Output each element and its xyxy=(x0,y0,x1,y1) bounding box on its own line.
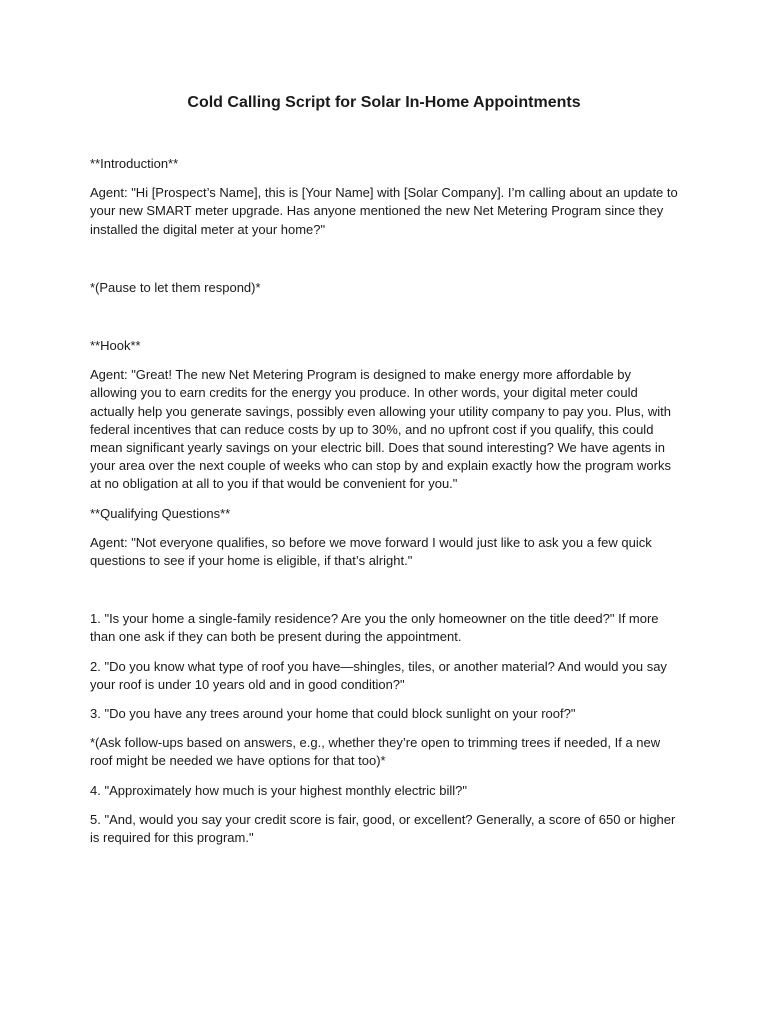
question-5: 5. "And, would you say your credit score is fair, good, or excellent? Generally, a score of 650 or higher is required for this program." xyxy=(90,811,676,846)
hook-heading: **Hook** xyxy=(90,338,141,354)
qualifying-agent-line: Agent: "Not everyone qualifies, so before we move forward I would just like to ask you a few quick questions to see if your home is eligible, if that’s alright." xyxy=(90,534,652,569)
followup-note: *(Ask follow-ups based on answers, e.g., whether they’re open to trimming trees if needed, If a new roof might be needed we have options for that too)* xyxy=(90,735,661,769)
question-3: 3. "Do you have any trees around your home that could block sunlight on your roof?" xyxy=(90,706,576,722)
introduction-agent-line: Agent: "Hi [Prospect’s Name], this is [Your Name] with [Solar Company]. I’m calling about an update to your new SMART meter upgrade. Has anyone mentioned the new Net Metering Program since they installed the digital meter at your home?" xyxy=(90,185,678,237)
pause-note: *(Pause to let them respond)* xyxy=(90,279,261,295)
hook-agent-line: Agent: "Great! The new Net Metering Program is designed to make energy more affordable by allowing you to earn credits for the energy you produce. In other words, your digital meter could actually help you generate savings, possibly even allowing your utility company to pay you. Plus, with federal incentives that can reduce costs by up to 30%, and no upfront cost if you qualify, this could mean significant yearly savings on your electric bill. Does that sound interesting? We have agents in your area over the next couple of weeks who can stop by and explain exactly how the program works at no obligation at all to you if that would be convenient for you." xyxy=(90,367,671,492)
question-2: 2. "Do you know what type of roof you have—shingles, tiles, or another material? And would you say your roof is under 10 years old and in good condition?" xyxy=(90,658,667,692)
document-body xyxy=(90,155,680,847)
question-4: 4. "Approximately how much is your highest monthly electric bill?" xyxy=(90,782,467,798)
question-1: 1. "Is your home a single-family residence? Are you the only homeowner on the title deed?" If more than one ask if they can both be present during the appointment. xyxy=(90,611,659,645)
introduction-heading: **Introduction** xyxy=(90,156,179,171)
qualifying-heading: **Qualifying Questions** xyxy=(90,505,231,521)
document-title: Cold Calling Script for Solar In-Home Appointments xyxy=(187,94,581,111)
